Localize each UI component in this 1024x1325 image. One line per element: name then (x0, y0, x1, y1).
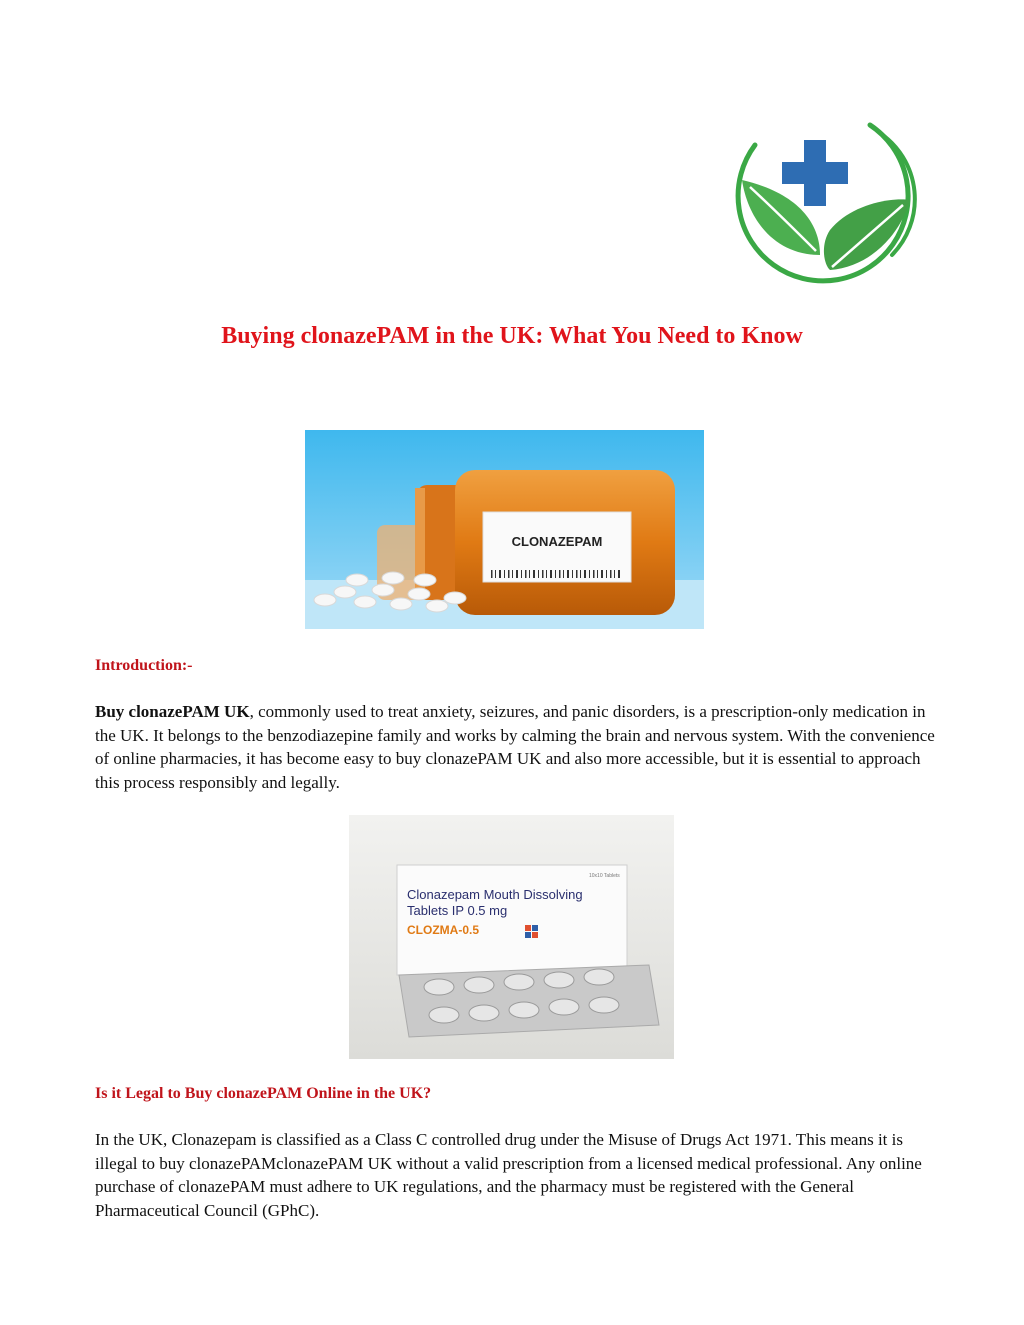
section-heading-legal: Is it Legal to Buy clonazePAM Online in the UK? (95, 1085, 432, 1102)
box-line2: Tablets IP 0.5 mg (407, 903, 508, 918)
page-title: Buying clonazePAM in the UK: What You Need to Know (221, 323, 803, 349)
clonazepam-box-image (349, 815, 674, 1059)
clonazepam-bottle-image (305, 430, 704, 629)
bottle-label-text: CLONAZEPAM (511, 534, 603, 549)
paragraph-text: , commonly used to treat anxiety, seizures, and panic disorders, is a prescription-only medication in the UK. It belongs to the benzodiazepine family and works by calming the brain and nervous system. With the convenience of online pharmacies, it has become easy to buy clonazePAM UK and also more accessible, but it is essential to approach this process responsibly and legally. (95, 702, 935, 792)
logo (720, 105, 920, 290)
box-brand: CLOZMA-0.5 (407, 923, 479, 937)
box-line1: Clonazepam Mouth Dissolving (407, 887, 583, 902)
section-paragraph-introduction (95, 700, 935, 794)
section-paragraph-legal: In the UK, Clonazepam is classified as a Class C controlled drug under the Misuse of Drugs Act 1971. This means it is illegal to buy clonazePAMclonazePAM UK without a valid prescription from a licensed medical professional. Any online purchase of clonazePAM must adhere to UK regulations, and the pharmacy must be registered with the General Pharmaceutical Council (GPhC). (95, 1130, 922, 1220)
section-heading-introduction: Introduction:- (95, 657, 193, 674)
medical-cross-leaf-icon (720, 105, 920, 290)
bold-lead-text: Buy clonazePAM UK (95, 702, 250, 721)
box-small-text: 10x10 Tablets (589, 873, 620, 879)
